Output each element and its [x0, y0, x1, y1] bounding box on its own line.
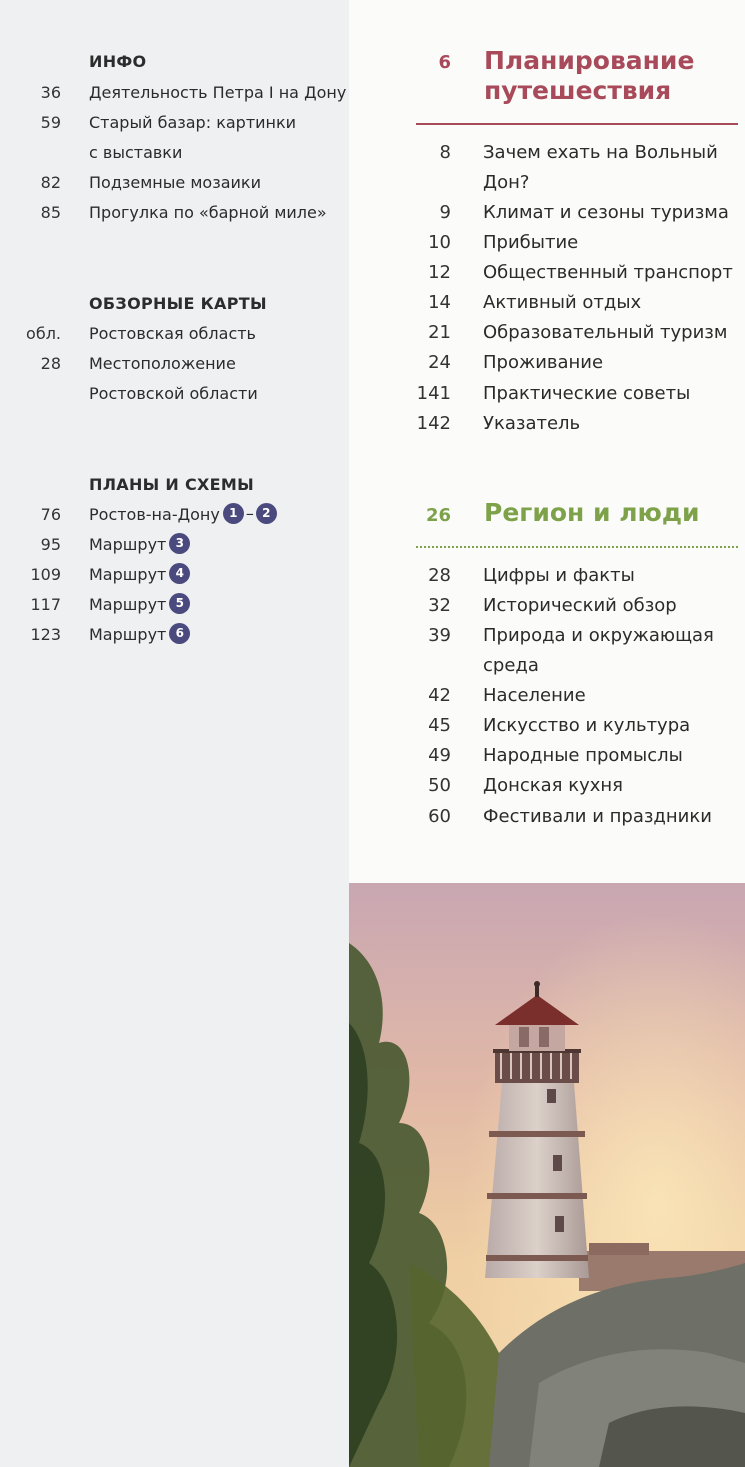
- entry-label: Природа и окружающая: [483, 625, 714, 646]
- entry-label: Маршрут: [89, 625, 167, 644]
- entry-label: с выставки: [89, 143, 183, 162]
- toc-row[interactable]: [349, 741, 745, 771]
- page-number: 32: [428, 595, 451, 616]
- entry-label: Цифры и факты: [483, 565, 635, 586]
- section-heading-plans: ПЛАНЫ И СХЕМЫ: [89, 475, 254, 494]
- toc-row[interactable]: [0, 590, 349, 620]
- page-number: 141: [416, 383, 451, 404]
- entry-label: Ростовская область: [89, 324, 256, 343]
- toc-row[interactable]: [0, 500, 349, 530]
- page-number: 95: [40, 535, 61, 554]
- toc-row: [349, 651, 745, 681]
- page-number: 85: [40, 203, 61, 222]
- page-number: 142: [416, 413, 451, 434]
- page-number: 24: [428, 352, 451, 373]
- entry-label: Климат и сезоны туризма: [483, 202, 729, 223]
- page-number: 59: [40, 113, 61, 132]
- route-badge: 1: [223, 503, 244, 524]
- entry-label: Проживание: [483, 352, 604, 373]
- toc-row[interactable]: [0, 198, 349, 228]
- toc-row[interactable]: [349, 409, 745, 439]
- page-number: 50: [428, 775, 451, 796]
- entry-label: Старый базар: картинки: [89, 113, 297, 132]
- chapter-page-planning[interactable]: 6: [438, 52, 451, 73]
- toc-row[interactable]: [349, 711, 745, 741]
- entry-label-wrap: [89, 500, 277, 531]
- entry-label: Донская кухня: [483, 775, 623, 796]
- entry-label: Население: [483, 685, 586, 706]
- toc-row[interactable]: [349, 228, 745, 258]
- entry-label: Указатель: [483, 413, 581, 434]
- entry-label: Прогулка по «барной миле»: [89, 203, 327, 222]
- toc-row[interactable]: [0, 168, 349, 198]
- page-number: 28: [40, 354, 61, 373]
- toc-row[interactable]: [0, 349, 349, 379]
- route-badge: 4: [169, 563, 190, 584]
- entry-label: Искусство и культура: [483, 715, 691, 736]
- chapter-title-region[interactable]: Регион и люди: [484, 498, 700, 527]
- page-number: обл.: [26, 324, 61, 343]
- toc-row[interactable]: [349, 681, 745, 711]
- page-number: 9: [439, 202, 451, 223]
- section-heading-overview-maps: ОБЗОРНЫЕ КАРТЫ: [89, 294, 267, 313]
- toc-row[interactable]: [349, 348, 745, 378]
- entry-label: Исторический обзор: [483, 595, 677, 616]
- page-number: 109: [30, 565, 61, 584]
- toc-row[interactable]: [349, 621, 745, 651]
- chapter-title-planning[interactable]: Планирование: [484, 46, 695, 75]
- toc-row: [349, 168, 745, 198]
- toc-row[interactable]: [349, 379, 745, 409]
- lighthouse-photo: [349, 883, 745, 1467]
- toc-row[interactable]: [0, 560, 349, 590]
- lighthouse-illustration: [349, 883, 745, 1467]
- toc-row[interactable]: [0, 620, 349, 650]
- entry-label: Практические советы: [483, 383, 691, 404]
- entry-label: Образовательный туризм: [483, 322, 728, 343]
- page-number: 39: [428, 625, 451, 646]
- entry-label: среда: [483, 655, 539, 676]
- entry-label-wrap: [89, 560, 190, 590]
- chapter-divider: [416, 546, 738, 548]
- toc-row[interactable]: [0, 530, 349, 560]
- entry-label-wrap: [89, 620, 190, 650]
- entry-label: Маршрут: [89, 595, 167, 614]
- section-heading-info: ИНФО: [89, 52, 147, 71]
- page-number: 82: [40, 173, 61, 192]
- route-badge: 6: [169, 623, 190, 644]
- toc-row[interactable]: [349, 288, 745, 318]
- toc-row[interactable]: [349, 198, 745, 228]
- entry-label: Маршрут: [89, 535, 167, 554]
- toc-row[interactable]: [349, 318, 745, 348]
- toc-row[interactable]: [349, 591, 745, 621]
- toc-row: [0, 138, 349, 168]
- page-number: 21: [428, 322, 451, 343]
- page-number: 36: [40, 83, 61, 102]
- toc-row[interactable]: [0, 108, 349, 138]
- entry-label: Дон?: [483, 172, 530, 193]
- chapter-divider: [416, 123, 738, 125]
- route-badge: 2: [256, 503, 277, 524]
- entry-label: Активный отдых: [483, 292, 642, 313]
- page-number: 49: [428, 745, 451, 766]
- toc-row[interactable]: [349, 802, 745, 832]
- chapter-title-planning-line2: путешествия: [484, 76, 672, 105]
- page-number: 117: [30, 595, 61, 614]
- entry-label: Деятельность Петра I на Дону: [89, 83, 347, 102]
- toc-row[interactable]: [349, 771, 745, 801]
- entry-label: Подземные мозаики: [89, 173, 261, 192]
- entry-label: Ростов-на-Дону: [89, 505, 220, 524]
- toc-row[interactable]: [349, 138, 745, 168]
- page-number: 76: [40, 505, 61, 524]
- page-number: 42: [428, 685, 451, 706]
- chapter-page-region[interactable]: 26: [425, 505, 451, 526]
- page-number: 45: [428, 715, 451, 736]
- entry-label: Прибытие: [483, 232, 579, 253]
- toc-row[interactable]: [349, 561, 745, 591]
- page-number: 14: [428, 292, 451, 313]
- entry-label-wrap: [89, 590, 190, 620]
- page-number: 60: [428, 806, 451, 827]
- page-number: 123: [30, 625, 61, 644]
- toc-row[interactable]: [0, 319, 349, 349]
- page-number: 10: [428, 232, 451, 253]
- entry-label: Народные промыслы: [483, 745, 683, 766]
- entry-label: Местоположение: [89, 354, 236, 373]
- entry-label: Маршрут: [89, 565, 167, 584]
- right-column: [349, 0, 745, 1467]
- entry-label: Общественный транспорт: [483, 262, 733, 283]
- entry-label: Фестивали и праздники: [483, 806, 712, 827]
- page-number: 8: [439, 142, 451, 163]
- route-badge: 5: [169, 593, 190, 614]
- range-dash: –: [245, 503, 254, 523]
- entry-label: Зачем ехать на Вольный: [483, 142, 718, 163]
- toc-row: [0, 379, 349, 409]
- toc-row[interactable]: [0, 78, 349, 108]
- route-badge: 3: [169, 533, 190, 554]
- left-column: [0, 0, 349, 1467]
- entry-label: Ростовской области: [89, 384, 258, 403]
- page-number: 28: [428, 565, 451, 586]
- toc-row[interactable]: [349, 258, 745, 288]
- entry-label-wrap: [89, 530, 190, 560]
- page-number: 12: [428, 262, 451, 283]
